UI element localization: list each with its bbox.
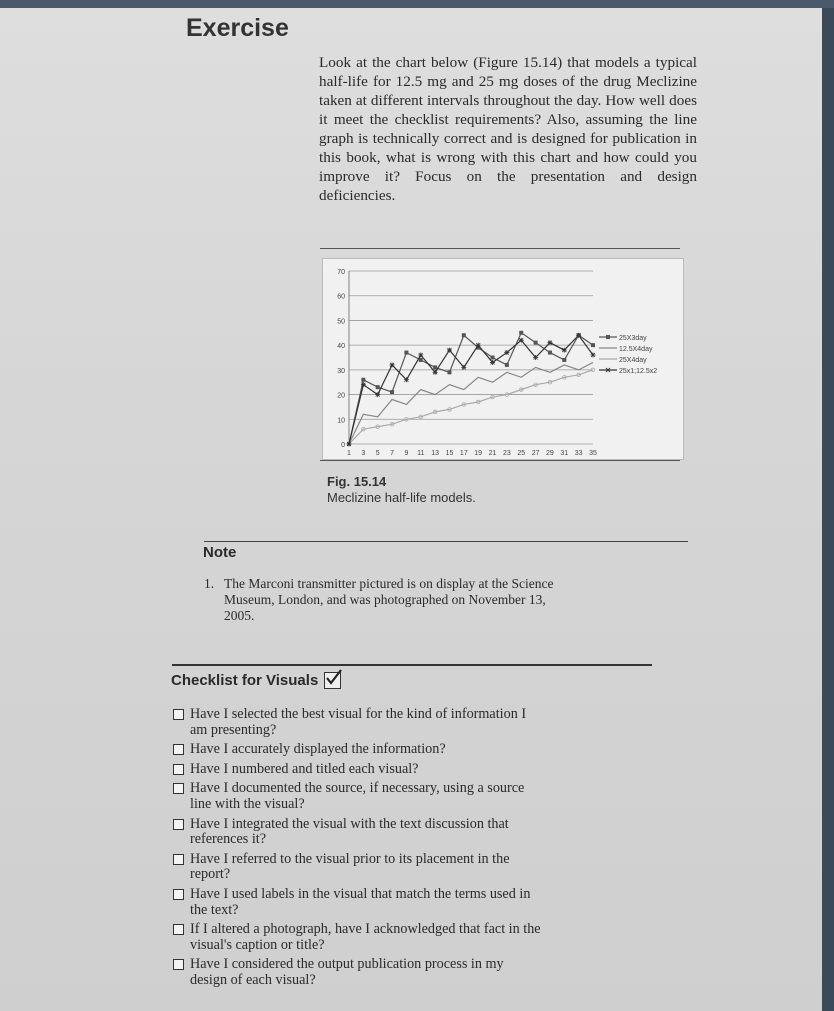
checkbox-icon (173, 854, 184, 865)
data-point (533, 355, 538, 360)
note-title: Note (203, 544, 237, 561)
figure-number: Fig. 15.14 (327, 474, 387, 489)
data-point (504, 350, 509, 355)
x-tick-label: 23 (502, 450, 511, 457)
checkbox-icon (173, 764, 184, 775)
y-tick-label: 0 (341, 442, 345, 449)
checklist-item (171, 707, 541, 738)
note-top-rule (204, 541, 688, 542)
checklist-item-text: Have I selected the best visual for the kind of information I am presenting? (190, 706, 527, 738)
data-point (375, 392, 380, 397)
checklist-item-text: Have I considered the output publication process in my design of each visual? (190, 956, 504, 988)
x-tick-label: 1 (347, 450, 351, 457)
legend-label: 12.5X4day (619, 346, 653, 353)
x-tick-label: 33 (574, 450, 583, 457)
data-point (347, 442, 352, 447)
data-point (591, 353, 596, 358)
x-tick-label: 19 (474, 450, 483, 457)
note-item (204, 576, 574, 624)
x-tick-label: 9 (404, 450, 409, 457)
data-point (519, 331, 523, 335)
data-point (547, 340, 552, 345)
checklist-title-row (171, 672, 341, 689)
checkbox-icon (173, 709, 184, 720)
note-item-number: 1. (204, 576, 215, 591)
x-tick-label: 11 (417, 450, 425, 457)
data-point (476, 343, 481, 348)
checklist-item-text: Have I documented the source, if necessary, using a source line with the visual? (190, 780, 525, 812)
exercise-intro-text: Look at the chart below (Figure 15.14) that models a typical half-life for 12.5 mg and 25 mg doses of the drug Meclizine taken at different intervals throughout the day. How well does it meet the checklist requirements? Also, assuming the line graph is technically correct and is designed for publication in this book, what is wrong with this chart and how could you improve it? Focus on the presentation and design deficiencies. (319, 54, 697, 204)
data-point (418, 353, 423, 358)
checklist-item-text: If I altered a photograph, have I acknowledged that fact in the visual's caption or title? (190, 921, 541, 953)
y-tick-label: 60 (337, 293, 345, 301)
data-point (462, 333, 466, 337)
checkbox-icon (173, 924, 184, 935)
note-item-text: The Marconi transmitter pictured is on display at the Science Museum, London, and was photographed on November 13, 2005. (224, 576, 554, 623)
x-tick-label: 29 (546, 450, 554, 457)
checkbox-icon (173, 783, 184, 794)
x-tick-label: 35 (589, 450, 597, 457)
checkbox-icon (173, 744, 184, 755)
data-point (404, 351, 408, 355)
data-point (548, 351, 552, 355)
figure-caption-text: Meclizine half-life models. (327, 490, 476, 505)
textbook-page (0, 8, 822, 1011)
x-tick-label: 21 (488, 450, 497, 457)
series-line (349, 333, 593, 444)
data-point (433, 365, 437, 369)
exercise-heading: Exercise (186, 14, 289, 42)
checklist-item (171, 762, 541, 778)
checklist-item (171, 781, 541, 812)
legend-label: 25x1;12.5x2 (619, 368, 658, 375)
x-tick-label: 17 (459, 450, 468, 457)
x-tick-label: 3 (361, 450, 366, 457)
data-point (361, 382, 366, 387)
checkbox-icon (173, 959, 184, 970)
checklist (171, 707, 541, 993)
x-tick-label: 7 (390, 450, 395, 457)
checkbox-icon (173, 889, 184, 900)
data-point (447, 348, 452, 353)
data-point (505, 363, 509, 367)
data-point (433, 370, 438, 375)
data-point (376, 385, 380, 389)
checklist-item (171, 817, 541, 848)
data-point (519, 338, 524, 343)
y-tick-label: 30 (337, 367, 345, 375)
checkmark-box-icon (324, 672, 341, 689)
chart-svg (323, 259, 683, 459)
data-point (491, 356, 495, 360)
y-tick-label: 50 (337, 318, 345, 326)
checkbox-icon (173, 819, 184, 830)
checkmark-icon (325, 669, 343, 687)
data-point (562, 348, 567, 353)
top-bar (0, 0, 834, 8)
checklist-item-text: Have I used labels in the visual that match the terms used in the text? (190, 885, 531, 918)
y-tick-label: 10 (337, 417, 345, 425)
checklist-top-rule (172, 664, 652, 666)
x-tick-label: 5 (375, 450, 380, 457)
x-tick-label: 27 (531, 450, 540, 457)
checklist-item-text: Have I numbered and titled each visual? (190, 760, 419, 777)
data-point (490, 360, 495, 365)
checklist-item-text: Have I referred to the visual prior to its placement in the report? (190, 850, 510, 883)
legend-marker (606, 335, 610, 339)
data-point (361, 378, 365, 382)
data-point (562, 358, 566, 362)
chart-top-rule (320, 248, 680, 249)
checklist-item-text: Have I accurately displayed the information? (190, 741, 446, 758)
figure-caption (327, 474, 476, 506)
x-tick-label: 13 (431, 450, 440, 457)
data-point (534, 341, 538, 345)
checklist-title: Checklist for Visuals (171, 672, 319, 689)
meclizine-chart (322, 258, 684, 460)
data-point (591, 343, 595, 347)
chart-bottom-rule (320, 460, 680, 461)
x-tick-label: 31 (560, 450, 569, 457)
y-tick-label: 70 (337, 269, 345, 276)
checklist-item (171, 922, 541, 953)
checklist-item (171, 957, 541, 988)
legend-label: 25X3day (619, 335, 647, 342)
data-point (461, 365, 466, 370)
legend-label: 25X4day (619, 357, 647, 364)
data-point (447, 370, 451, 374)
checklist-item (171, 887, 541, 918)
data-point (404, 377, 409, 382)
checklist-item-text: Have I integrated the visual with the text discussion that references it? (190, 815, 509, 848)
checklist-item (171, 742, 541, 758)
y-tick-label: 20 (337, 392, 345, 400)
right-edge-strip (822, 8, 834, 1011)
data-point (390, 390, 394, 394)
y-tick-label: 40 (337, 343, 345, 351)
x-tick-label: 15 (445, 450, 454, 457)
checklist-item (171, 852, 541, 883)
data-point (390, 362, 395, 367)
x-tick-label: 25 (517, 450, 526, 457)
data-point (576, 333, 581, 338)
